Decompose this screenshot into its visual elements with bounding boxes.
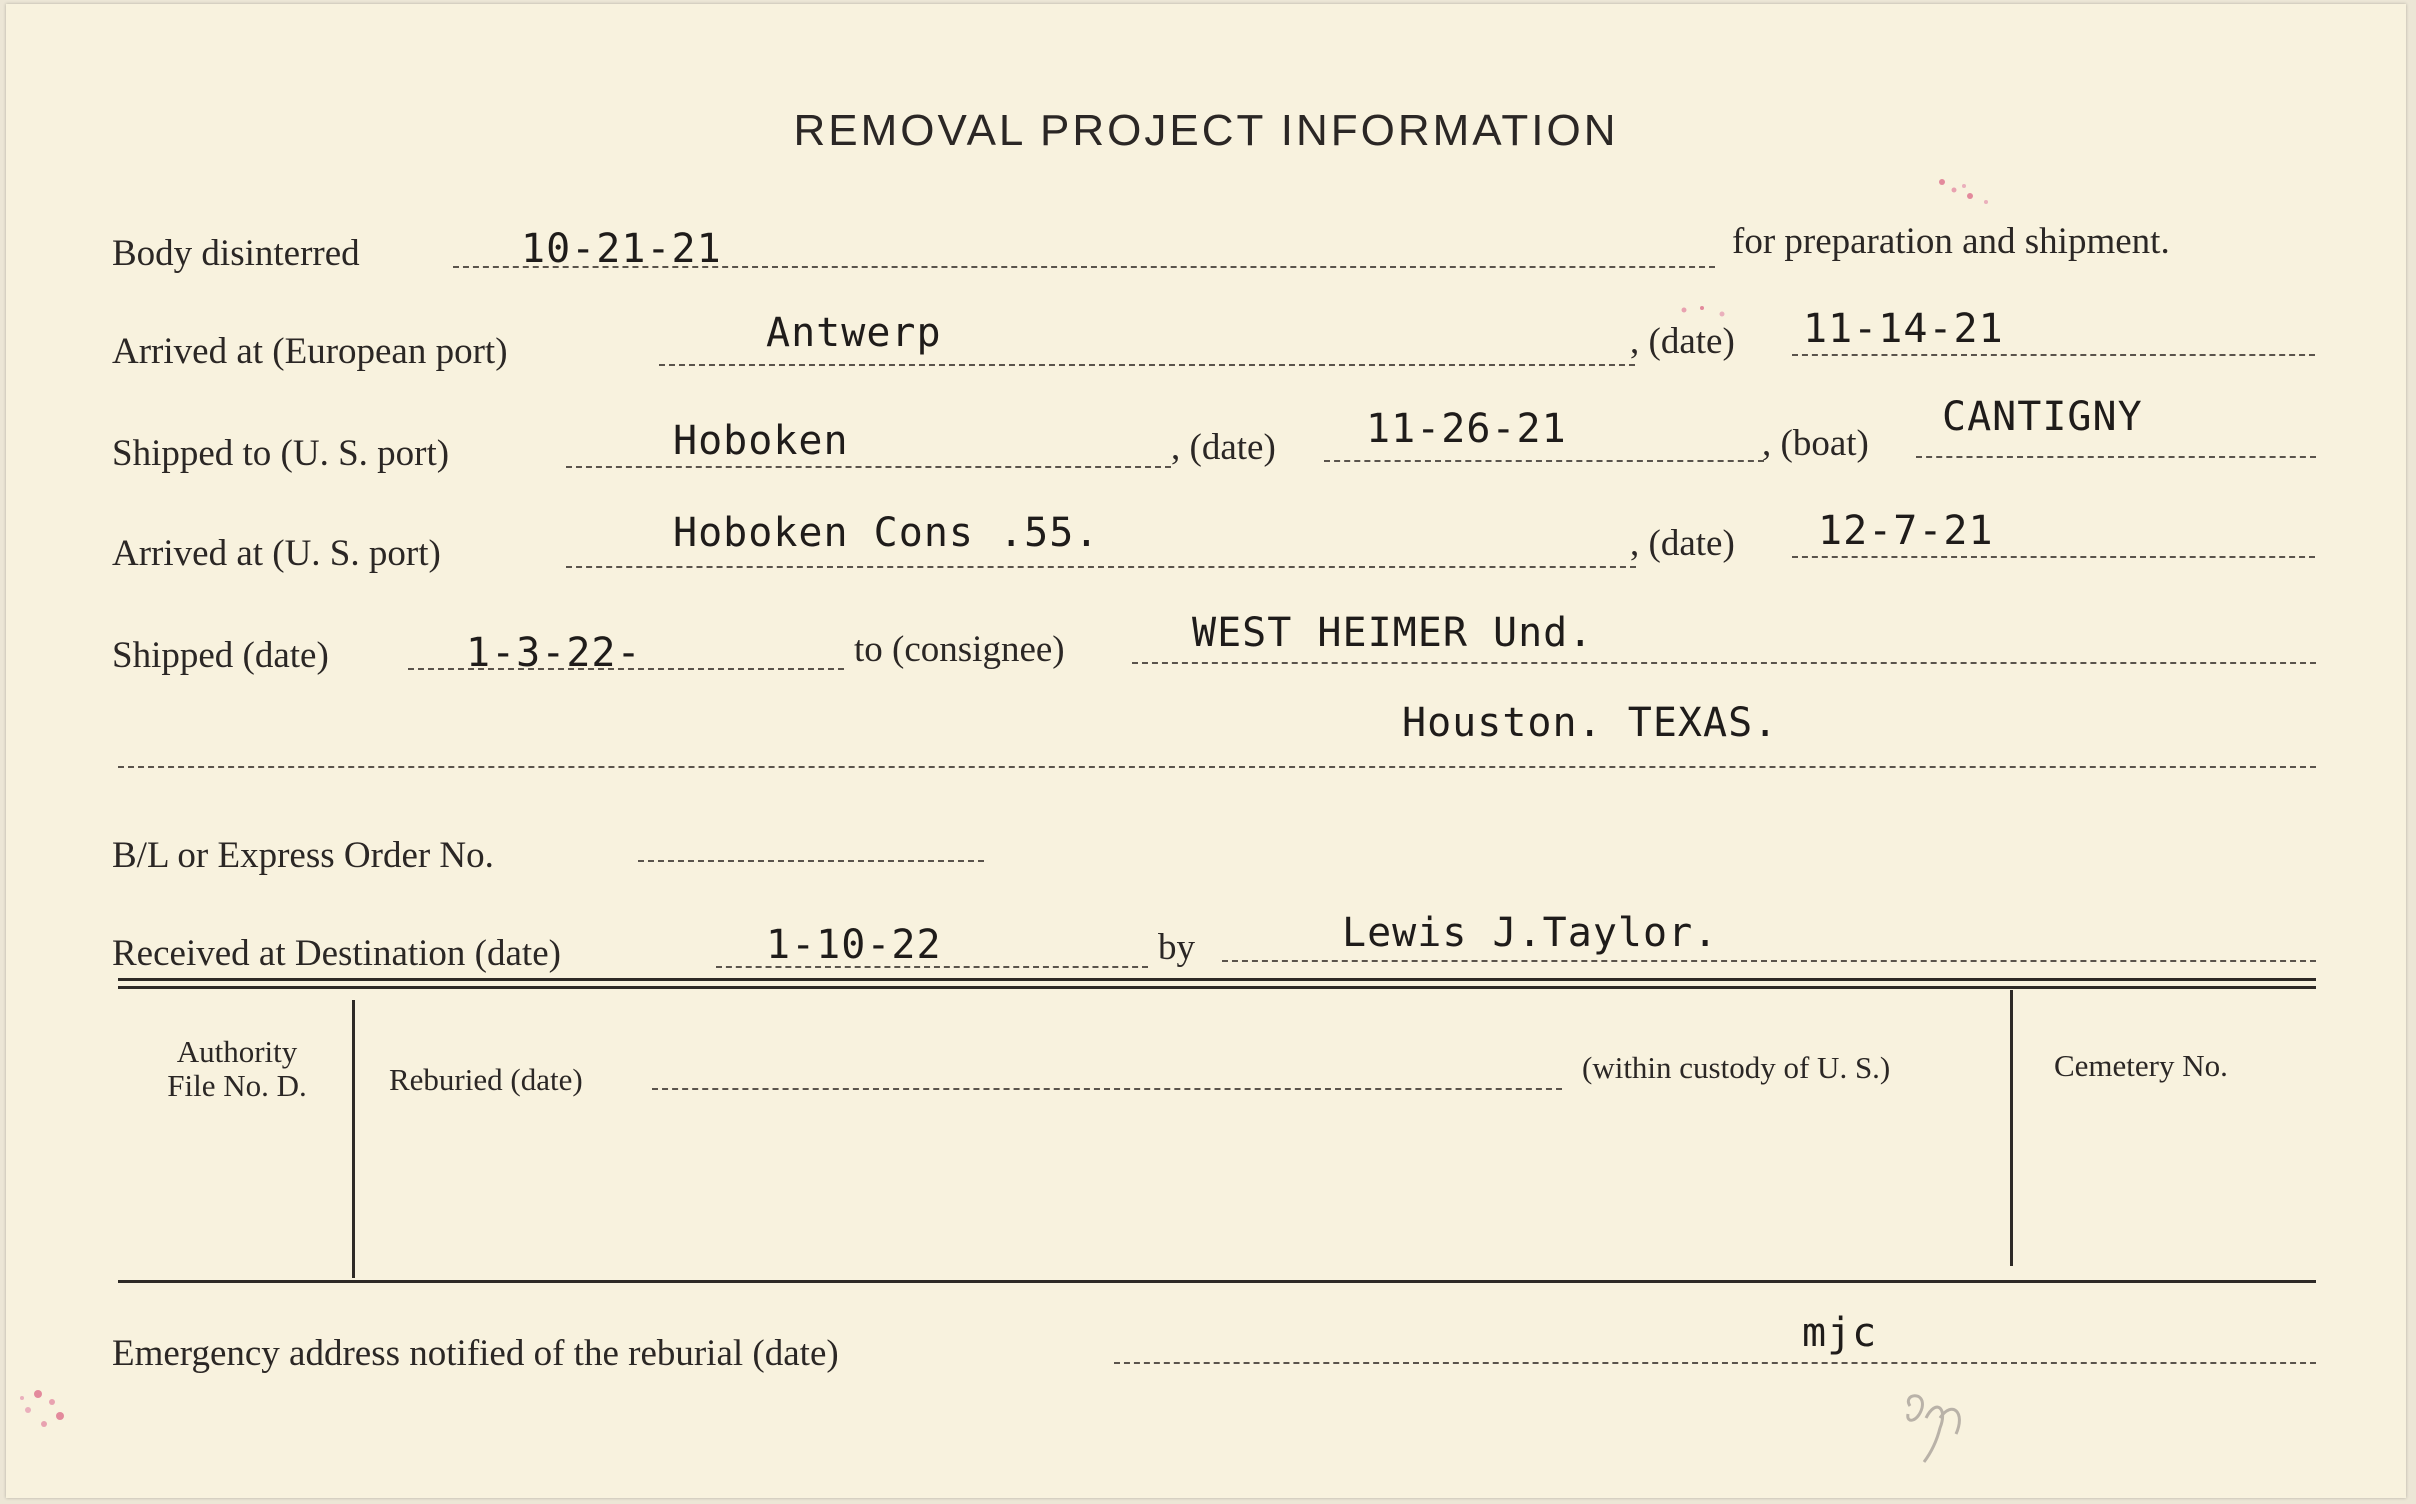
consignee-line [1132, 662, 2316, 664]
consignee-label: to (consignee) [854, 629, 1065, 670]
boat-label: , (boat) [1762, 423, 1869, 464]
cemetery-label: Cemetery No. [2054, 1048, 2228, 1083]
bl-order-line [638, 860, 984, 862]
shipped-to-us-label: Shipped to (U. S. port) [112, 433, 450, 474]
body-disinterred-value: 10-21-21 [521, 226, 722, 272]
shipped-to-us-date-label: , (date) [1171, 427, 1276, 468]
received-by-label: by [1158, 927, 1195, 968]
consignee-line2-value: Houston. TEXAS. [1402, 700, 1779, 746]
custody-label: (within custody of U. S.) [1582, 1050, 1891, 1085]
body-disinterred-suffix: for preparation and shipment. [1732, 221, 2170, 262]
received-label: Received at Destination (date) [112, 933, 561, 974]
box-divider-right [2010, 990, 2013, 1266]
arrived-us-value: Hoboken Cons .55. [673, 510, 1100, 556]
arrived-us-line [566, 566, 1636, 568]
shipped-date-value: 1-3-22- [466, 630, 642, 676]
european-port-date-value: 11-14-21 [1803, 306, 2004, 352]
reburied-line [652, 1088, 1562, 1090]
emergency-label: Emergency address notified of the reburial (date) [112, 1333, 839, 1374]
european-port-label: Arrived at (European port) [112, 331, 508, 372]
shipped-to-us-date-value: 11-26-21 [1366, 406, 1567, 452]
pencil-mark-icon [1896, 1388, 1986, 1468]
emergency-value: mjc [1802, 1310, 1878, 1356]
box-top-rule-2 [118, 986, 2316, 989]
consignee-line2 [118, 766, 2316, 768]
european-port-value: Antwerp [766, 310, 942, 356]
shipped-to-us-line [566, 466, 1171, 468]
received-by-line [1222, 960, 2316, 962]
arrived-us-date-label: , (date) [1630, 523, 1735, 564]
arrived-us-label: Arrived at (U. S. port) [112, 533, 441, 574]
red-ink-speck-icon [1930, 172, 2010, 222]
reburied-label: Reburied (date) [389, 1062, 583, 1097]
box-bottom-rule [118, 1280, 2316, 1283]
box-divider-left [352, 1000, 355, 1278]
authority-label-line2: File No. D. [167, 1068, 307, 1103]
received-by-value: Lewis J.Taylor. [1342, 910, 1719, 956]
boat-value: CANTIGNY [1942, 394, 2143, 440]
european-port-date-line [1792, 354, 2315, 356]
box-top-rule-1 [118, 978, 2316, 981]
arrived-us-date-value: 12-7-21 [1818, 508, 1994, 554]
boat-line [1916, 456, 2316, 458]
red-ink-dots-icon [1674, 300, 1744, 330]
european-port-line [659, 364, 1635, 366]
european-port-date-label: , (date) [1630, 321, 1735, 362]
card-title: REMOVAL PROJECT INFORMATION [793, 106, 1619, 155]
shipped-to-us-date-line [1324, 460, 1764, 462]
bl-order-label: B/L or Express Order No. [112, 835, 494, 876]
shipped-to-us-value: Hoboken [673, 418, 849, 464]
removal-project-card [6, 4, 2406, 1498]
received-value: 1-10-22 [766, 922, 942, 968]
red-ink-blot-icon [8, 1364, 98, 1454]
consignee-line1-value: WEST HEIMER Und. [1192, 610, 1594, 656]
emergency-line [1114, 1362, 2316, 1364]
authority-label-line1: Authority [176, 1034, 298, 1069]
body-disinterred-label: Body disinterred [112, 233, 360, 274]
shipped-date-label: Shipped (date) [112, 635, 329, 676]
arrived-us-date-line [1792, 556, 2315, 558]
